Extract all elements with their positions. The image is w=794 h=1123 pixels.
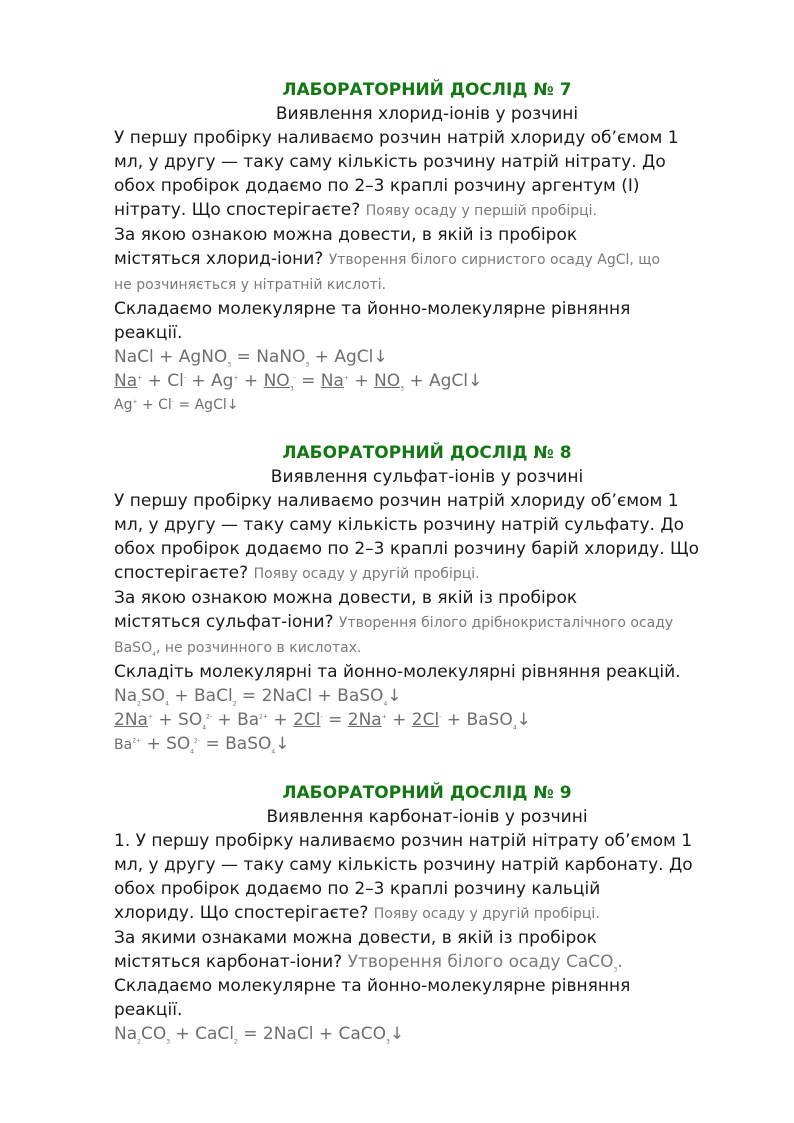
lab-7-section <box>114 78 740 417</box>
lab-8-paragraph-1 <box>114 489 740 586</box>
lab-9-section <box>114 781 740 1046</box>
lab-7-p3-line-2: реакції. <box>114 323 183 343</box>
lab-7-answer-1: Появу осаду у першій пробірці. <box>365 203 597 219</box>
lab-9-p1-line-2: мл, у другу — таку саму кількість розчину натрій карбонату. До <box>114 855 693 875</box>
lab-7-equation-short-ionic: Ag+ + Cl- = AgCl↓ <box>114 397 239 413</box>
lab-8-equation-molecular: $Na_2SO_4$ + BaCl$_2$ = 2NaCl + BaSO$_4$↓ <box>114 686 402 708</box>
lab-9-q2-line-2: містяться карбонат-іони? <box>114 952 343 972</box>
lab-7-p1-line-2: мл, у другу — таку саму кількість розчину натрій нітрату. До <box>114 152 666 172</box>
lab-8-answer-2a: Утворення білого дрібнокристалічного осаду <box>338 615 674 631</box>
lab-8-p1-line-3: обох пробірок додаємо по 2–3 краплі розчину барій хлориду. Що <box>114 539 700 559</box>
lab-8-p3-line-1: Складіть молекулярні та йонно-молекулярні рівняння реакцій. <box>114 662 681 682</box>
document-page <box>114 78 740 1046</box>
lab-8-question-2 <box>114 586 740 660</box>
lab-7-subtitle: Виявлення хлорид-іонів у розчині <box>275 104 579 124</box>
section-spacer <box>114 417 740 441</box>
lab-8-p1-line-2: мл, у другу — таку саму кількість розчину натрій сульфату. До <box>114 515 685 535</box>
lab-7-title: ЛАБОРАТОРНИЙ ДОСЛІД № 7 <box>282 80 572 100</box>
lab-8-equation-short-ionic: $Ba^{2+} + SO_4^{2-}$ = BaSO$_4$↓ <box>114 734 290 756</box>
lab-7-p1-line-4: нітрату. Що спостерігаєте? <box>114 200 361 220</box>
lab-8-q2-line-2: містяться сульфат-іони? <box>114 612 334 632</box>
lab-8-equation-full-ionic: $2Na^+ + SO_4^{2-} + Ba^{2+} + 2Cl^- = 2Na^+ + 2Cl^-$ + BaSO$_4$↓ <box>114 710 531 732</box>
lab-8-title: ЛАБОРАТОРНИЙ ДОСЛІД № 8 <box>282 443 572 463</box>
lab-9-paragraph-1 <box>114 829 740 926</box>
lab-9-paragraph-3 <box>114 974 740 1022</box>
section-spacer <box>114 757 740 781</box>
lab-9-q2-line-1: За якими ознаками можна довести, в якій із пробірок <box>114 928 597 948</box>
lab-8-section <box>114 441 740 757</box>
lab-8-subtitle: Виявлення сульфат-іонів у розчині <box>270 467 584 487</box>
lab-7-equation-full-ionic: $Na^+ + Cl^- + Ag^+ + NO_3^- = Na^+ + NO_3$ + AgCl↓ <box>114 371 483 393</box>
lab-7-question-2 <box>114 223 740 297</box>
lab-9-answer-2: Утворення білого осаду CaCO$_3$. <box>347 952 623 974</box>
lab-9-question-2 <box>114 926 740 974</box>
lab-8-q2-line-1: За якою ознакою можна довести, в якій із пробірок <box>114 588 578 608</box>
lab-7-paragraph-3 <box>114 297 740 345</box>
lab-7-answer-2a: Утворення білого сирнистого осаду AgCl, що <box>328 252 661 268</box>
lab-7-answer-2b: не розчиняється у нітратній кислоті. <box>114 277 387 293</box>
lab-8-answer-1: Появу осаду у другій пробірці. <box>253 566 480 582</box>
lab-8-p1-line-4: спостерігаєте? <box>114 563 249 583</box>
lab-7-p3-line-1: Складаємо молекулярне та йонно-молекулярне рівняння <box>114 299 631 319</box>
lab-9-equation-molecular: $Na_2CO_3$ + CaCl$_2$ = 2NaCl + CaCO$_3$↓ <box>114 1024 405 1046</box>
lab-7-paragraph-1 <box>114 126 740 223</box>
lab-9-p3-line-1: Складаємо молекулярне та йонно-молекулярне рівняння <box>114 976 631 996</box>
lab-7-q2-line-1: За якою ознакою можна довести, в якій із пробірок <box>114 225 578 245</box>
lab-8-answer-2b: BaSO$_4$, не розчинного в кислотах. <box>114 640 362 658</box>
lab-9-p1-line-4: хлориду. Що спостерігаєте? <box>114 903 369 923</box>
lab-8-p1-line-1: У першу пробірку наливаємо розчин натрій хлориду об’ємом 1 <box>114 491 679 511</box>
lab-8-paragraph-3 <box>114 660 740 684</box>
lab-9-p1-line-3: обох пробірок додаємо по 2–3 краплі розчину кальцій <box>114 879 601 899</box>
lab-7-p1-line-3: обох пробірок додаємо по 2–3 краплі розчину аргентум (I) <box>114 176 640 196</box>
lab-9-answer-1: Появу осаду у другій пробірці. <box>373 906 600 922</box>
lab-7-q2-line-2: містяться хлорид-іони? <box>114 249 324 269</box>
lab-9-p3-line-2: реакції. <box>114 1000 183 1020</box>
lab-7-equation-molecular: NaCl + AgNO$_3$ = NaNO$_3$ + AgCl↓ <box>114 347 388 369</box>
lab-7-p1-line-1: У першу пробірку наливаємо розчин натрій хлориду об’ємом 1 <box>114 128 679 148</box>
lab-9-subtitle: Виявлення карбонат-іонів у розчині <box>266 807 588 827</box>
lab-9-title: ЛАБОРАТОРНИЙ ДОСЛІД № 9 <box>282 783 572 803</box>
lab-9-p1-line-1: 1. У першу пробірку наливаємо розчин натрій нітрату об’ємом 1 <box>114 831 693 851</box>
